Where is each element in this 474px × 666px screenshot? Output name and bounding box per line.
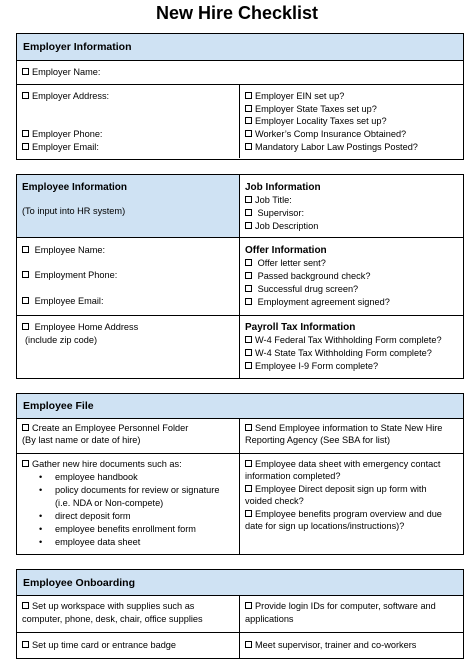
checkbox-icon[interactable] <box>245 143 252 150</box>
checkbox-icon[interactable] <box>22 641 29 648</box>
payroll-info-cell <box>240 316 463 378</box>
employee-address-cell <box>17 316 240 378</box>
personnel-folder-cell <box>17 419 240 453</box>
checkbox-icon[interactable] <box>22 143 29 150</box>
onboarding-section-header: Employee Onboarding <box>17 570 463 596</box>
personnel-folder-label: Create an Employee Personnel Folder <box>32 423 189 433</box>
payroll-item-label: Employee I-9 Form complete? <box>255 361 379 371</box>
checkbox-icon[interactable] <box>22 271 29 278</box>
payroll-item[interactable] <box>245 348 459 359</box>
login-ids-label: Provide login IDs for computer, software and <box>255 601 436 611</box>
employer-setup-label: Mandatory Labor Law Postings Posted? <box>255 142 418 152</box>
employee-header-title: Employee Information <box>22 182 128 193</box>
offer-item-label: Successful drug screen? <box>257 284 359 294</box>
checkbox-icon[interactable] <box>245 209 252 216</box>
employee-contact-item[interactable] <box>22 296 235 307</box>
employee-contact-item[interactable] <box>22 245 235 256</box>
checkbox-icon[interactable] <box>245 485 252 492</box>
checkbox-icon[interactable] <box>245 298 252 305</box>
document-check-item[interactable] <box>245 459 459 470</box>
offer-item-label: Offer letter sent? <box>257 258 326 268</box>
state-reporting-cell <box>240 419 463 453</box>
employee-contact-label: Employee Name: <box>34 245 106 255</box>
employer-name-item[interactable] <box>22 67 459 78</box>
file-section-header: Employee File <box>17 394 463 419</box>
employee-contact-label: Employee Email: <box>34 296 104 306</box>
checkbox-icon[interactable] <box>245 130 252 137</box>
employer-setup-item[interactable] <box>245 104 459 115</box>
offer-item[interactable] <box>245 271 459 282</box>
employer-setup-item[interactable] <box>245 91 459 102</box>
document-bullet: • employee benefits enrollment form <box>55 524 196 535</box>
workspace-note: computer, phone, desk, chair, office supplies <box>22 614 203 624</box>
document-bullet: • employee data sheet <box>55 537 140 548</box>
file-section <box>16 393 464 555</box>
checkbox-icon[interactable] <box>245 222 252 229</box>
checkbox-icon[interactable] <box>245 259 252 266</box>
checkbox-icon[interactable] <box>245 272 252 279</box>
offer-item-label: Employment agreement signed? <box>257 297 390 307</box>
employee-contact-label: Employment Phone: <box>34 270 118 280</box>
document-check-label: Employee data sheet with emergency contact <box>255 459 441 469</box>
document-check-label: Employee benefits program overview and due <box>255 509 442 519</box>
login-ids-item[interactable] <box>245 601 459 612</box>
checkbox-icon[interactable] <box>22 246 29 253</box>
employer-setup-label: Worker’s Comp Insurance Obtained? <box>255 129 407 139</box>
payroll-item-label: W-4 State Tax Withholding Form complete? <box>255 348 432 358</box>
employee-contact-item[interactable] <box>22 270 235 281</box>
checkbox-icon[interactable] <box>22 297 29 304</box>
document-bullet-note: (i.e. NDA or Non-compete) <box>55 498 164 508</box>
checkbox-icon[interactable] <box>245 105 252 112</box>
checkbox-icon[interactable] <box>22 68 29 75</box>
state-reporting-label: Send Employee information to State New Hire <box>255 423 443 433</box>
login-ids-cell <box>240 596 463 632</box>
workspace-label: Set up workspace with supplies such as <box>32 601 195 611</box>
employer-setup-label: Employer EIN set up? <box>255 91 345 101</box>
checkbox-icon[interactable] <box>245 460 252 467</box>
document-check-item[interactable] <box>245 484 459 495</box>
employer-setup-label: Employer State Taxes set up? <box>255 104 377 114</box>
checkbox-icon[interactable] <box>22 424 29 431</box>
checkbox-icon[interactable] <box>245 641 252 648</box>
employer-section-header: Employer Information <box>17 34 463 61</box>
employee-contact-row <box>17 238 463 316</box>
checkbox-icon[interactable] <box>245 424 252 431</box>
employer-section <box>16 33 464 160</box>
page-title: New Hire Checklist <box>155 3 319 23</box>
checkbox-icon[interactable] <box>245 349 252 356</box>
offer-item[interactable] <box>245 284 459 295</box>
checkbox-icon[interactable] <box>245 602 252 609</box>
employer-name-row <box>17 61 463 85</box>
employer-email-item[interactable] <box>22 142 235 153</box>
checkbox-icon[interactable] <box>22 602 29 609</box>
personnel-folder-note: (By last name or date of hire) <box>22 435 141 445</box>
document-bullet: • employee handbook <box>55 472 138 483</box>
document-check-item[interactable] <box>245 509 459 520</box>
offer-item-label: Passed background check? <box>257 271 371 281</box>
time-card-label: Set up time card or entrance badge <box>32 640 177 650</box>
payroll-item[interactable] <box>245 361 459 372</box>
employee-contact-cell <box>17 238 240 315</box>
employee-address-row <box>17 316 463 378</box>
employer-name-label: Employer Name: <box>32 67 101 77</box>
offer-item[interactable] <box>245 258 459 269</box>
gather-documents-cell <box>17 454 240 554</box>
document-check-note: information completed? <box>245 471 341 481</box>
onboarding-row-2 <box>17 633 463 658</box>
checkbox-icon[interactable] <box>245 362 252 369</box>
meet-team-item[interactable] <box>245 640 459 651</box>
checkbox-icon[interactable] <box>245 117 252 124</box>
checkbox-icon[interactable] <box>245 92 252 99</box>
checkbox-icon[interactable] <box>245 285 252 292</box>
workspace-cell <box>17 596 240 632</box>
file-row-2 <box>17 454 463 554</box>
document-check-label: Employee Direct deposit sign up form with <box>255 484 427 494</box>
workspace-item[interactable] <box>22 601 235 612</box>
payroll-info-title: Payroll Tax Information <box>245 322 356 333</box>
checkbox-icon[interactable] <box>245 510 252 517</box>
state-reporting-note: Reporting Agency (See SBA for list) <box>245 435 391 445</box>
onboarding-section <box>16 569 464 659</box>
employer-setup-item[interactable] <box>245 116 459 127</box>
payroll-item[interactable] <box>245 335 459 346</box>
checkbox-icon[interactable] <box>22 92 29 99</box>
employer-setup-item[interactable] <box>245 129 459 140</box>
meet-team-cell <box>240 633 463 658</box>
payroll-item-label: W-4 Federal Tax Withholding Form complete? <box>255 335 442 345</box>
employer-address-label: Employer Address: <box>32 91 110 101</box>
job-item[interactable] <box>245 221 459 232</box>
employer-email-label: Employer Email: <box>32 142 99 152</box>
employer-contact-cell <box>17 85 240 158</box>
document-bullet: • direct deposit form <box>55 511 131 522</box>
document-check-note: date for sign up locations/instructions)? <box>245 521 405 531</box>
employer-address-item[interactable] <box>22 91 235 102</box>
job-item[interactable] <box>245 208 459 219</box>
job-info-cell <box>240 175 463 237</box>
personnel-folder-item[interactable] <box>22 423 235 434</box>
meet-team-label: Meet supervisor, trainer and co-workers <box>255 640 417 650</box>
job-item[interactable] <box>245 195 459 206</box>
employee-address-note: (include zip code) <box>25 335 98 345</box>
employer-setup-cell <box>240 85 463 158</box>
employee-section <box>16 174 464 379</box>
employee-header-row <box>17 175 463 238</box>
checkbox-icon[interactable] <box>245 196 252 203</box>
document-bullet: • policy documents for review or signature <box>55 485 219 496</box>
offer-item[interactable] <box>245 297 459 308</box>
state-reporting-item[interactable] <box>245 423 459 434</box>
checkbox-icon[interactable] <box>22 323 29 330</box>
onboarding-row-1 <box>17 596 463 633</box>
employee-address-label: Employee Home Address <box>34 322 139 332</box>
job-item-label: Supervisor: <box>255 208 305 218</box>
file-row-1 <box>17 419 463 454</box>
checkbox-icon[interactable] <box>22 130 29 137</box>
employer-setup-label: Employer Locality Taxes set up? <box>255 116 387 126</box>
employee-header-subtext: (To input into HR system) <box>22 206 126 216</box>
employee-section-header <box>17 175 240 237</box>
document-checks-cell <box>240 454 463 554</box>
checkbox-icon[interactable] <box>22 460 29 467</box>
job-info-title: Job Information <box>245 182 321 193</box>
gather-documents-item[interactable] <box>22 459 235 470</box>
employer-setup-item[interactable] <box>245 142 459 153</box>
employee-address-item[interactable] <box>22 322 235 333</box>
offer-info-cell <box>240 238 463 315</box>
gather-documents-label: Gather new hire documents such as: <box>32 459 182 469</box>
offer-info-title: Offer Information <box>245 245 327 256</box>
employer-details-row <box>17 85 463 158</box>
login-ids-note: applications <box>245 614 294 624</box>
document-check-note: voided check? <box>245 496 304 506</box>
time-card-cell <box>17 633 240 658</box>
employer-phone-item[interactable] <box>22 129 235 140</box>
checkbox-icon[interactable] <box>245 336 252 343</box>
time-card-item[interactable] <box>22 640 235 651</box>
employer-phone-label: Employer Phone: <box>32 129 103 139</box>
job-item-label: Job Title: <box>255 195 292 205</box>
job-item-label: Job Description <box>255 221 319 231</box>
